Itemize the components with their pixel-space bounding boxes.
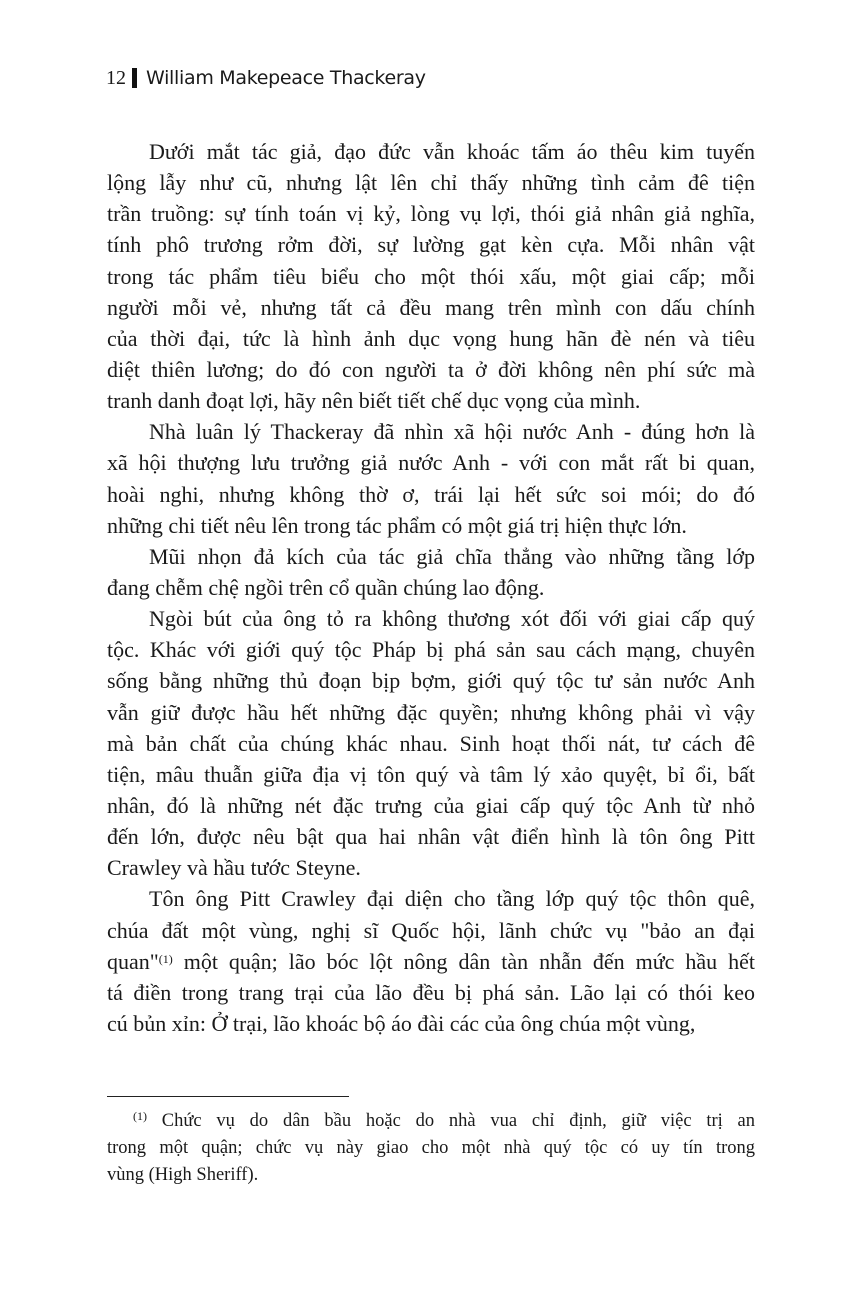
- footnote-divider: [107, 1096, 349, 1097]
- footnote: [107, 1108, 755, 1189]
- paragraph: [107, 416, 755, 541]
- text-line: Tôn ông Pitt Crawley đại diện cho tầng lớp quý tộc thôn quê,: [149, 886, 755, 912]
- footnote-line: vùng (High Sheriff).: [107, 1165, 259, 1185]
- text-line: vẫn giữ được hầu hết những đặc quyền; nhưng không phải vì vậy: [107, 699, 755, 725]
- text-line: đang chễm chệ ngồi trên cổ quần chúng lao động.: [107, 574, 545, 600]
- text-line: Mũi nhọn đả kích của tác giả chĩa thẳng vào những tầng lớp: [149, 543, 755, 569]
- text-line: nhân, đó là những nét đặc trưng của giai cấp quý tộc Anh từ nhỏ: [107, 792, 755, 818]
- paragraph: [107, 603, 755, 883]
- text-line: đến lớn, được nêu bật qua hai nhân vật điển hình là tôn ông Pitt: [107, 824, 755, 850]
- footnote-line: trong một quận; chức vụ này giao cho một nhà quý tộc có uy tín trong: [107, 1138, 755, 1158]
- text-line: những chi tiết nêu lên trong tác phẩm có một giá trị hiện thực lớn.: [107, 512, 687, 538]
- text-line: hoài nghi, nhưng không thờ ơ, trái lại hết sức soi mói; do đó: [107, 481, 755, 507]
- text-line: diệt thiên lương; do đó con người ta ở đời không nên phí sức mà: [107, 356, 755, 382]
- book-title: William Makepeace Thackeray: [146, 67, 426, 89]
- footnote-ref[interactable]: (1): [158, 951, 173, 966]
- running-header: [106, 64, 426, 92]
- paragraph: [107, 541, 755, 603]
- text-line: người mỗi vẻ, nhưng tất cả đều mang trên mình con dấu chính: [107, 294, 755, 320]
- text-line: trong tác phẩm tiêu biểu cho một thói xấu, một giai cấp; mỗi: [107, 263, 755, 289]
- text-line: tộc. Khác với giới quý tộc Pháp bị phá sản sau cách mạng, chuyên: [107, 637, 755, 663]
- text-line: xã hội thượng lưu trưởng giả nước Anh - với con mắt rất bi quan,: [107, 450, 755, 476]
- text-line: cú bủn xỉn: Ở trại, lão khoác bộ áo đài các của ông chúa một vùng,: [107, 1010, 696, 1036]
- header-separator: [132, 68, 137, 88]
- footnote-line: $^{(1)}$ Chức vụ do dân bầu hoặc do nhà vua chỉ định, giữ việc trị an: [133, 1109, 756, 1131]
- text-line: chúa đất một vùng, nghị sĩ Quốc hội, lãnh chức vụ "bảo an đại: [107, 917, 755, 943]
- text-line: sống bằng những thủ đoạn bịp bợm, giới quý tộc tư sản nước Anh: [107, 668, 755, 694]
- text-line: trần truồng: sự tính toán vị kỷ, lòng vụ lợi, thói giả nhân giả nghĩa,: [107, 201, 755, 227]
- text-line: tiện, mâu thuẫn giữa địa vị tôn quý và tâm lý xảo quyệt, bỉ ổi, bất: [107, 761, 755, 787]
- text-line: Ngòi bút của ông tỏ ra không thương xót đối với giai cấp quý: [149, 606, 755, 632]
- paragraph: [107, 136, 755, 416]
- text-line: mà bản chất của chúng khác nhau. Sinh hoạt thối nát, tư cách đê: [107, 730, 755, 756]
- text-line: tranh danh đoạt lợi, hãy nên biết tiết chế dục vọng của mình.: [107, 388, 641, 414]
- footnote-marker: (1): [133, 1109, 147, 1123]
- text-line: tính phô trương rởm đời, sự lường gạt kèn cựa. Mỗi nhân vật: [107, 232, 755, 258]
- text-line: quan"$^{(1)}$ một quận; lão bóc lột nông dân tàn nhẫn đến mức hầu hết: [107, 948, 755, 974]
- text-line: tá điền trong trang trại của lão đều bị phá sản. Lão lại có thói keo: [107, 979, 755, 1005]
- text-line: lộng lẫy như cũ, nhưng lật lên chỉ thấy những tình cảm đê tiện: [107, 170, 755, 196]
- paragraph: [107, 883, 755, 1039]
- text-line: Dưới mắt tác giả, đạo đức vẫn khoác tấm áo thêu kim tuyến: [149, 139, 755, 164]
- page-number: 12: [106, 66, 126, 89]
- text-line: Nhà luân lý Thackeray đã nhìn xã hội nước Anh - đúng hơn là: [149, 419, 755, 445]
- text-line: Crawley và hầu tước Steyne.: [107, 855, 361, 881]
- body-text: [107, 136, 755, 1039]
- text-line: của thời đại, tức là hình ảnh dục vọng hung hãn đè nén và tiêu: [107, 325, 755, 351]
